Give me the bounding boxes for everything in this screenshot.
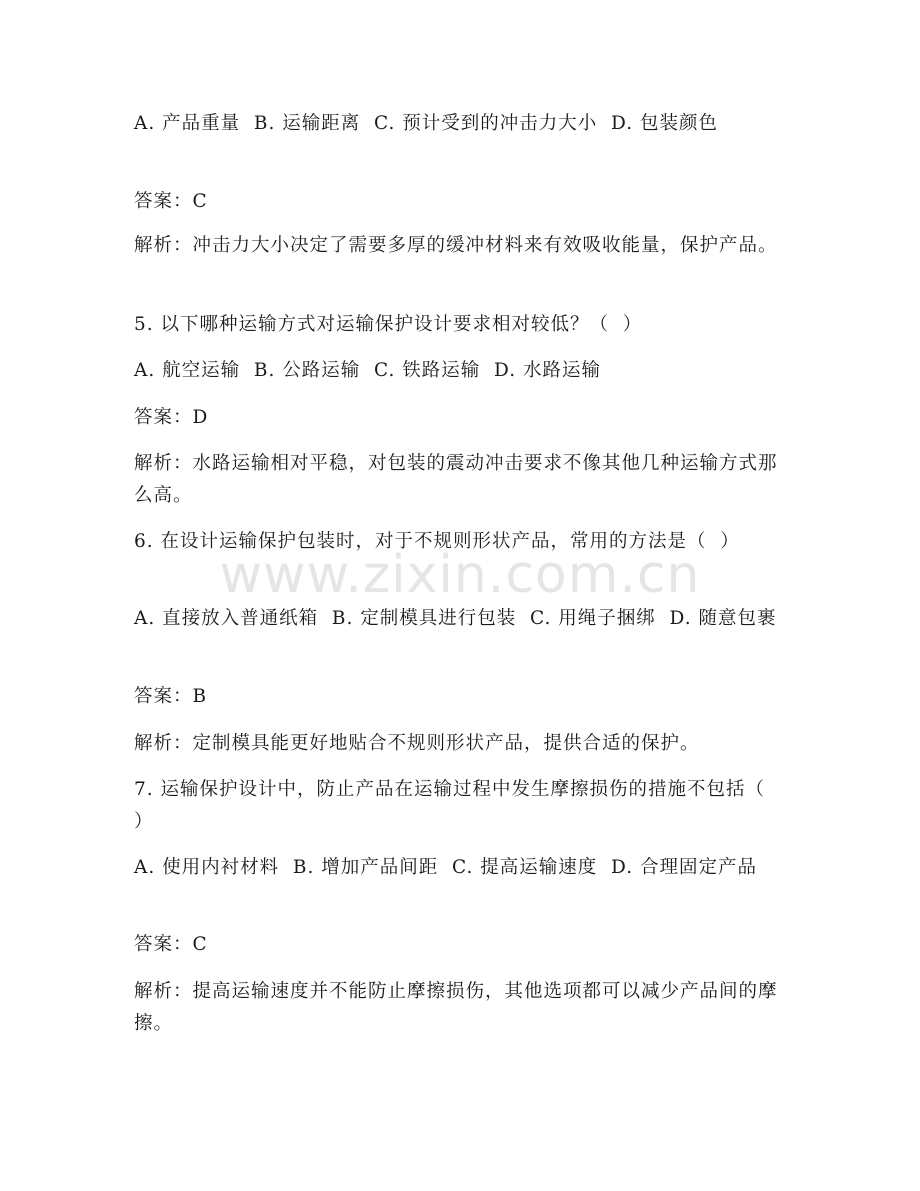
q5-analysis: 解析：水路运输相对平稳，对包装的震动冲击要求不像其他几种运输方式那么高。 — [134, 453, 778, 506]
watermark: www.zixin.com.cn — [219, 545, 701, 605]
q6-analysis: 解析：定制模具能更好地贴合不规则形状产品，提供合适的保护。 — [134, 733, 700, 754]
q6-options: A. 直接放入普通纸箱 B. 定制模具进行包装 C. 用绳子捆绑 D. 随意包裹 — [134, 608, 777, 629]
q5-question: 5. 以下哪种运输方式对运输保护设计要求相对较低？（ ） — [134, 314, 643, 335]
q6-question: 6. 在设计运输保护包装时，对于不规则形状产品，常用的方法是（ ） — [134, 531, 740, 552]
q7-question: 7. 运输保护设计中，防止产品在运输过程中发生摩擦损伤的措施不包括（ ） — [134, 779, 779, 832]
q7-answer: 答案：C — [134, 934, 208, 955]
q7-options: A. 使用内衬材料 B. 增加产品间距 C. 提高运输速度 D. 合理固定产品 — [134, 857, 757, 878]
q7-analysis: 解析：提高运输速度并不能防止摩擦损伤，其他选项都可以减少产品间的摩擦。 — [134, 981, 778, 1034]
q4-answer: 答案：C — [134, 191, 208, 212]
q4-options: A. 产品重量 B. 运输距离 C. 预计受到的冲击力大小 D. 包装颜色 — [134, 113, 718, 134]
q6-answer: 答案：B — [134, 686, 208, 707]
q5-answer: 答案：D — [134, 407, 209, 428]
q4-analysis: 解析：冲击力大小决定了需要多厚的缓冲材料来有效吸收能量，保护产品。 — [134, 235, 778, 256]
q5-options: A. 航空运输 B. 公路运输 C. 铁路运输 D. 水路运输 — [134, 360, 601, 381]
